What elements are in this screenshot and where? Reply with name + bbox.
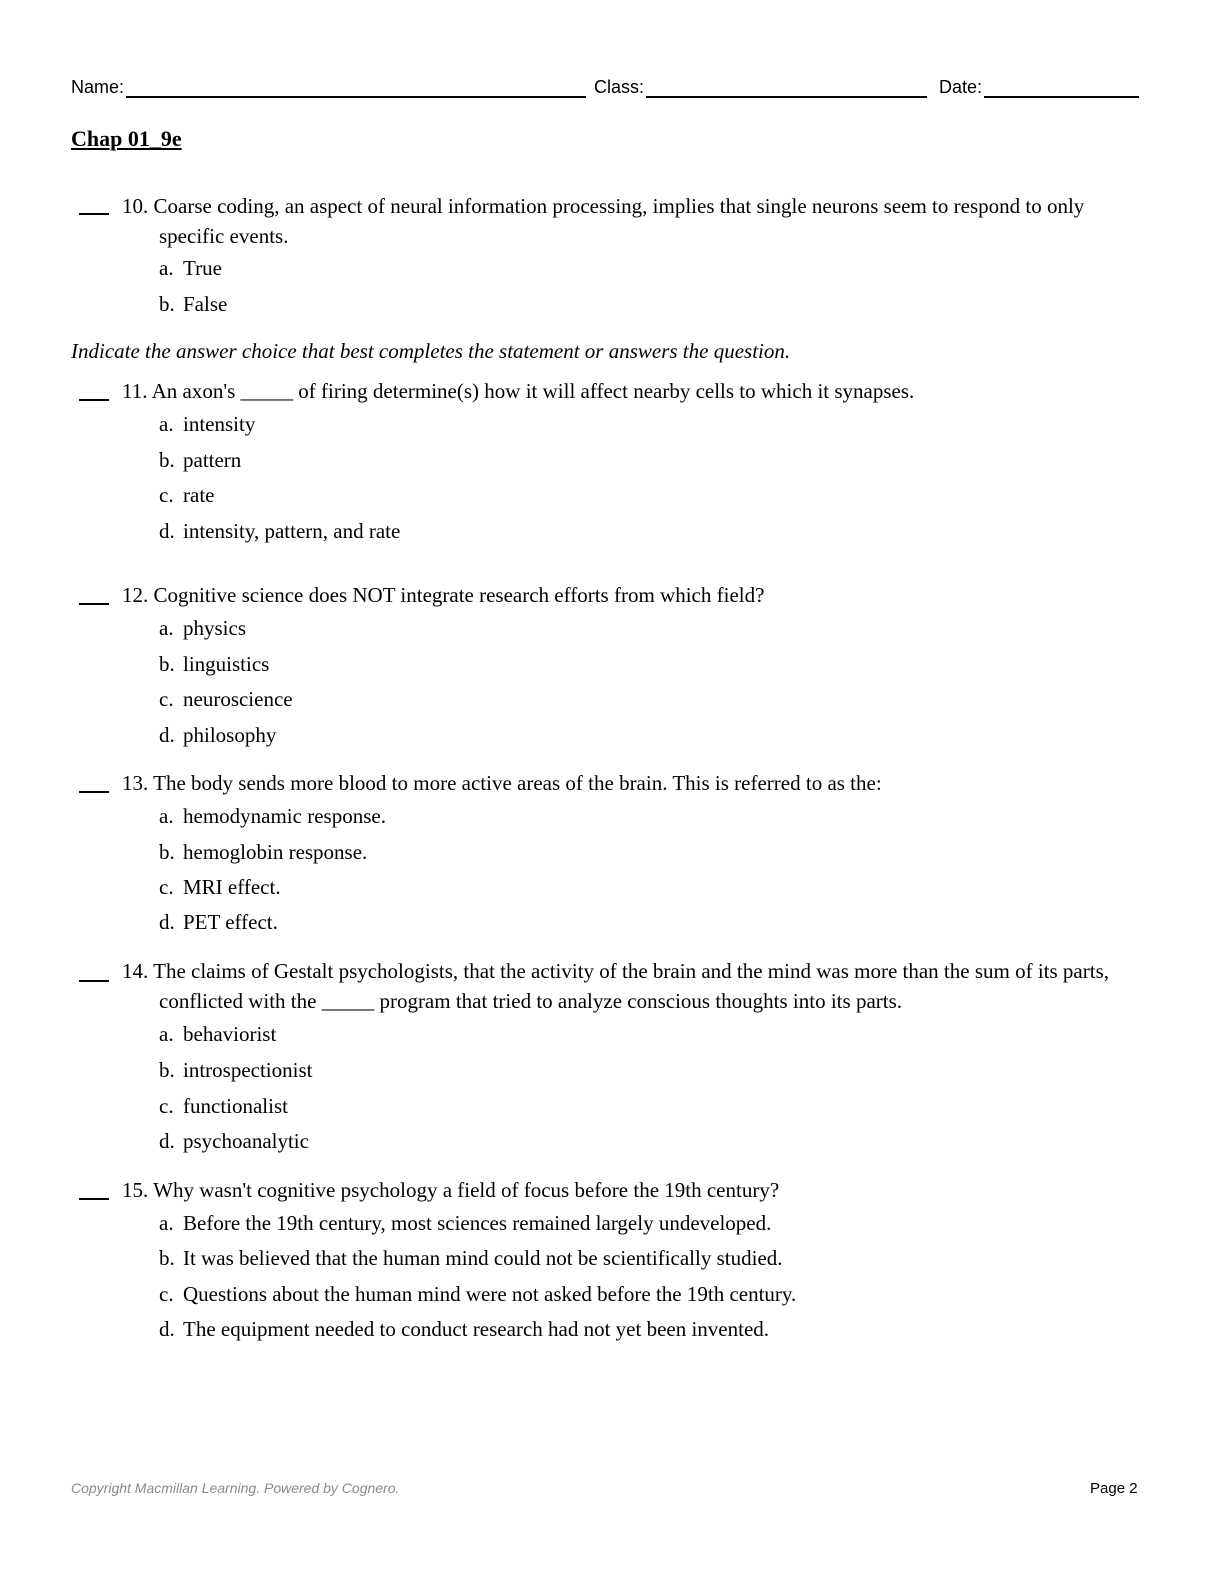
question-text: The body sends more blood to more active areas of the brain. This is referred to as the: bbox=[153, 771, 882, 795]
question-text: An axon's _____ of firing determine(s) how it will affect nearby cells to which it synapses. bbox=[151, 379, 915, 403]
option-d: d. intensity, pattern, and rate bbox=[159, 519, 401, 543]
option-c: c. neuroscience bbox=[159, 687, 293, 711]
option-a: a. behaviorist bbox=[159, 1022, 277, 1046]
question-stem bbox=[122, 956, 1142, 1016]
answer-blank[interactable] bbox=[79, 213, 109, 215]
option-a: a. hemodynamic response. bbox=[159, 804, 386, 828]
class-line bbox=[646, 76, 927, 98]
answer-blank[interactable] bbox=[79, 980, 109, 982]
date-label: Date: bbox=[939, 77, 983, 97]
question-number: 14. bbox=[122, 959, 149, 983]
question-stem bbox=[122, 376, 1142, 406]
chapter-title: Chap 01_9e bbox=[71, 126, 182, 151]
option-d: d. philosophy bbox=[159, 723, 277, 747]
option-b: b. pattern bbox=[159, 448, 242, 472]
question-text: Why wasn't cognitive psychology a field of focus before the 19th century? bbox=[153, 1178, 780, 1202]
page-number: Page 2 bbox=[1090, 1480, 1138, 1497]
question-stem bbox=[122, 1175, 1142, 1205]
question-text: Cognitive science does NOT integrate research efforts from which field? bbox=[153, 583, 765, 607]
option-b: b. False bbox=[159, 292, 228, 316]
option-d: d. psychoanalytic bbox=[159, 1129, 309, 1153]
class-field bbox=[594, 72, 927, 98]
question-stem bbox=[122, 191, 1142, 251]
question-stem bbox=[122, 768, 1142, 798]
answer-blank[interactable] bbox=[79, 791, 109, 793]
answer-blank[interactable] bbox=[79, 1198, 109, 1200]
option-b: b. introspectionist bbox=[159, 1058, 313, 1082]
option-b: b. linguistics bbox=[159, 652, 270, 676]
option-a: a. Before the 19th century, most sciences remained largely undeveloped. bbox=[159, 1211, 772, 1235]
date-field bbox=[939, 72, 1139, 98]
option-b: b. hemoglobin response. bbox=[159, 840, 368, 864]
name-line bbox=[126, 76, 586, 98]
name-field bbox=[71, 72, 586, 98]
option-c: c. rate bbox=[159, 483, 215, 507]
option-b: b. It was believed that the human mind could not be scientifically studied. bbox=[159, 1246, 783, 1270]
question-number: 15. bbox=[122, 1178, 149, 1202]
option-a: a. physics bbox=[159, 616, 246, 640]
option-c: c. functionalist bbox=[159, 1094, 288, 1118]
option-a: a. True bbox=[159, 256, 222, 280]
question-number: 13. bbox=[122, 771, 149, 795]
option-c: c. MRI effect. bbox=[159, 875, 281, 899]
question-text: Coarse coding, an aspect of neural information processing, implies that single neurons seem to respond to only specific events. bbox=[153, 194, 1085, 248]
question-number: 10. bbox=[122, 194, 149, 218]
question-number: 12. bbox=[122, 583, 149, 607]
answer-blank[interactable] bbox=[79, 603, 109, 605]
header bbox=[71, 72, 1141, 98]
option-c: c. Questions about the human mind were not asked before the 19th century. bbox=[159, 1282, 797, 1306]
copyright-notice: Copyright Macmillan Learning. Powered by Cognero. bbox=[71, 1480, 400, 1496]
class-label: Class: bbox=[594, 77, 645, 97]
answer-blank[interactable] bbox=[79, 399, 109, 401]
question-stem bbox=[122, 580, 1142, 610]
option-a: a. intensity bbox=[159, 412, 256, 436]
option-d: d. PET effect. bbox=[159, 910, 278, 934]
instruction: Indicate the answer choice that best completes the statement or answers the question. bbox=[71, 339, 791, 363]
date-line bbox=[984, 76, 1139, 98]
name-label: Name: bbox=[71, 77, 125, 97]
question-number: 11. bbox=[122, 379, 148, 403]
question-text: The claims of Gestalt psychologists, that the activity of the brain and the mind was more than the sum of its parts, conflicted with the _____ program that tried to analyze conscious thoughts into its parts. bbox=[153, 959, 1110, 1013]
option-d: d. The equipment needed to conduct research had not yet been invented. bbox=[159, 1317, 770, 1341]
